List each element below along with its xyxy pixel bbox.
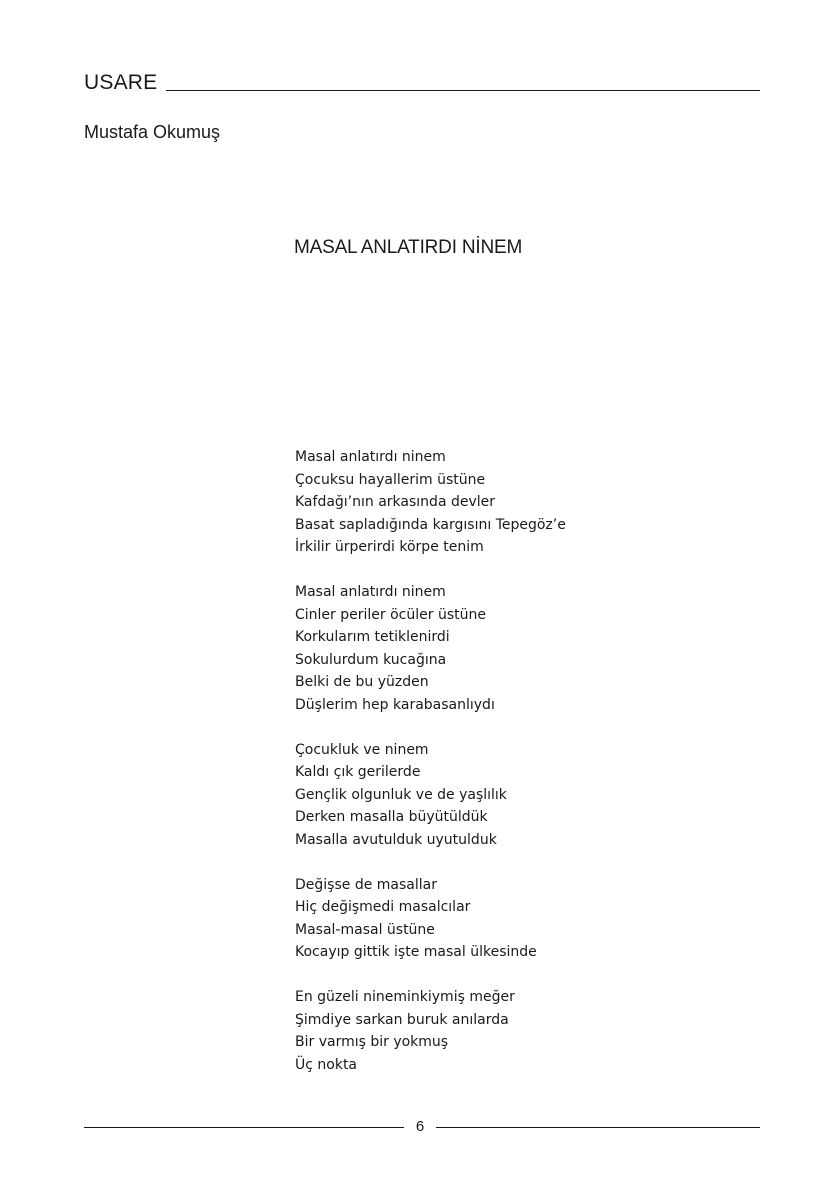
footer-rule-left [84,1127,404,1128]
footer-rule-right [436,1127,760,1128]
poem-line: Masal anlatırdı ninem [295,449,446,465]
poem-line: Sokulurdum kucağına [295,651,447,668]
poem-title: MASAL ANLATIRDI NİNEM [294,237,523,258]
poem-line: Bir varmış bir yokmuş [295,1034,449,1050]
poem-line: Şimdiye sarkan buruk anılarda [295,1011,509,1028]
poem-line: Korkularım tetiklenirdi [295,629,450,645]
stanza [295,986,735,1076]
stanza [295,739,735,852]
poem-line: Basat sapladığında kargısını Tepegöz’e [295,516,566,533]
poem-body [295,446,735,1099]
journal-name: USARE [84,71,158,94]
poem-line: Düşlerim hep karabasanlıydı [295,696,495,713]
poem-line: En güzeli nineminkiymiş meğer [295,989,515,1005]
poem-line: Çocuksu hayallerim üstüne [295,471,486,488]
poem-line: Cinler periler öcüler üstüne [295,606,486,623]
poem-line: Kocayıp gittik işte masal ülkesinde [295,944,537,960]
page-header [84,70,760,96]
poem-line: Çocukluk ve ninem [295,741,429,758]
poem-line: Derken masalla büyütüldük [295,809,488,825]
stanza [295,874,735,964]
poem-line: Kaldı çık gerilerde [295,764,421,780]
poem-line: Hiç değişmedi masalcılar [295,899,471,915]
poem-line: Belki de bu yüzden [295,674,429,690]
poem-line: Masal anlatırdı ninem [295,584,446,600]
stanza [295,446,735,559]
author-name: Mustafa Okumuş [84,122,221,142]
page-number: 6 [415,1118,425,1135]
poem-line: Masalla avutulduk uyutulduk [295,831,497,848]
poem-line: Değişse de masallar [295,876,437,893]
poem-line: Kafdağı’nın arkasında devler [295,494,496,510]
page-footer [84,1116,760,1138]
header-rule [166,90,760,91]
poem-line: Gençlik olgunluk ve de yaşlılık [295,786,507,803]
poem-line: İrkilir ürperirdi körpe tenim [295,539,484,555]
stanza [295,581,735,716]
poem-line: Masal-masal üstüne [295,921,435,938]
poem-line: Üç nokta [295,1056,358,1073]
